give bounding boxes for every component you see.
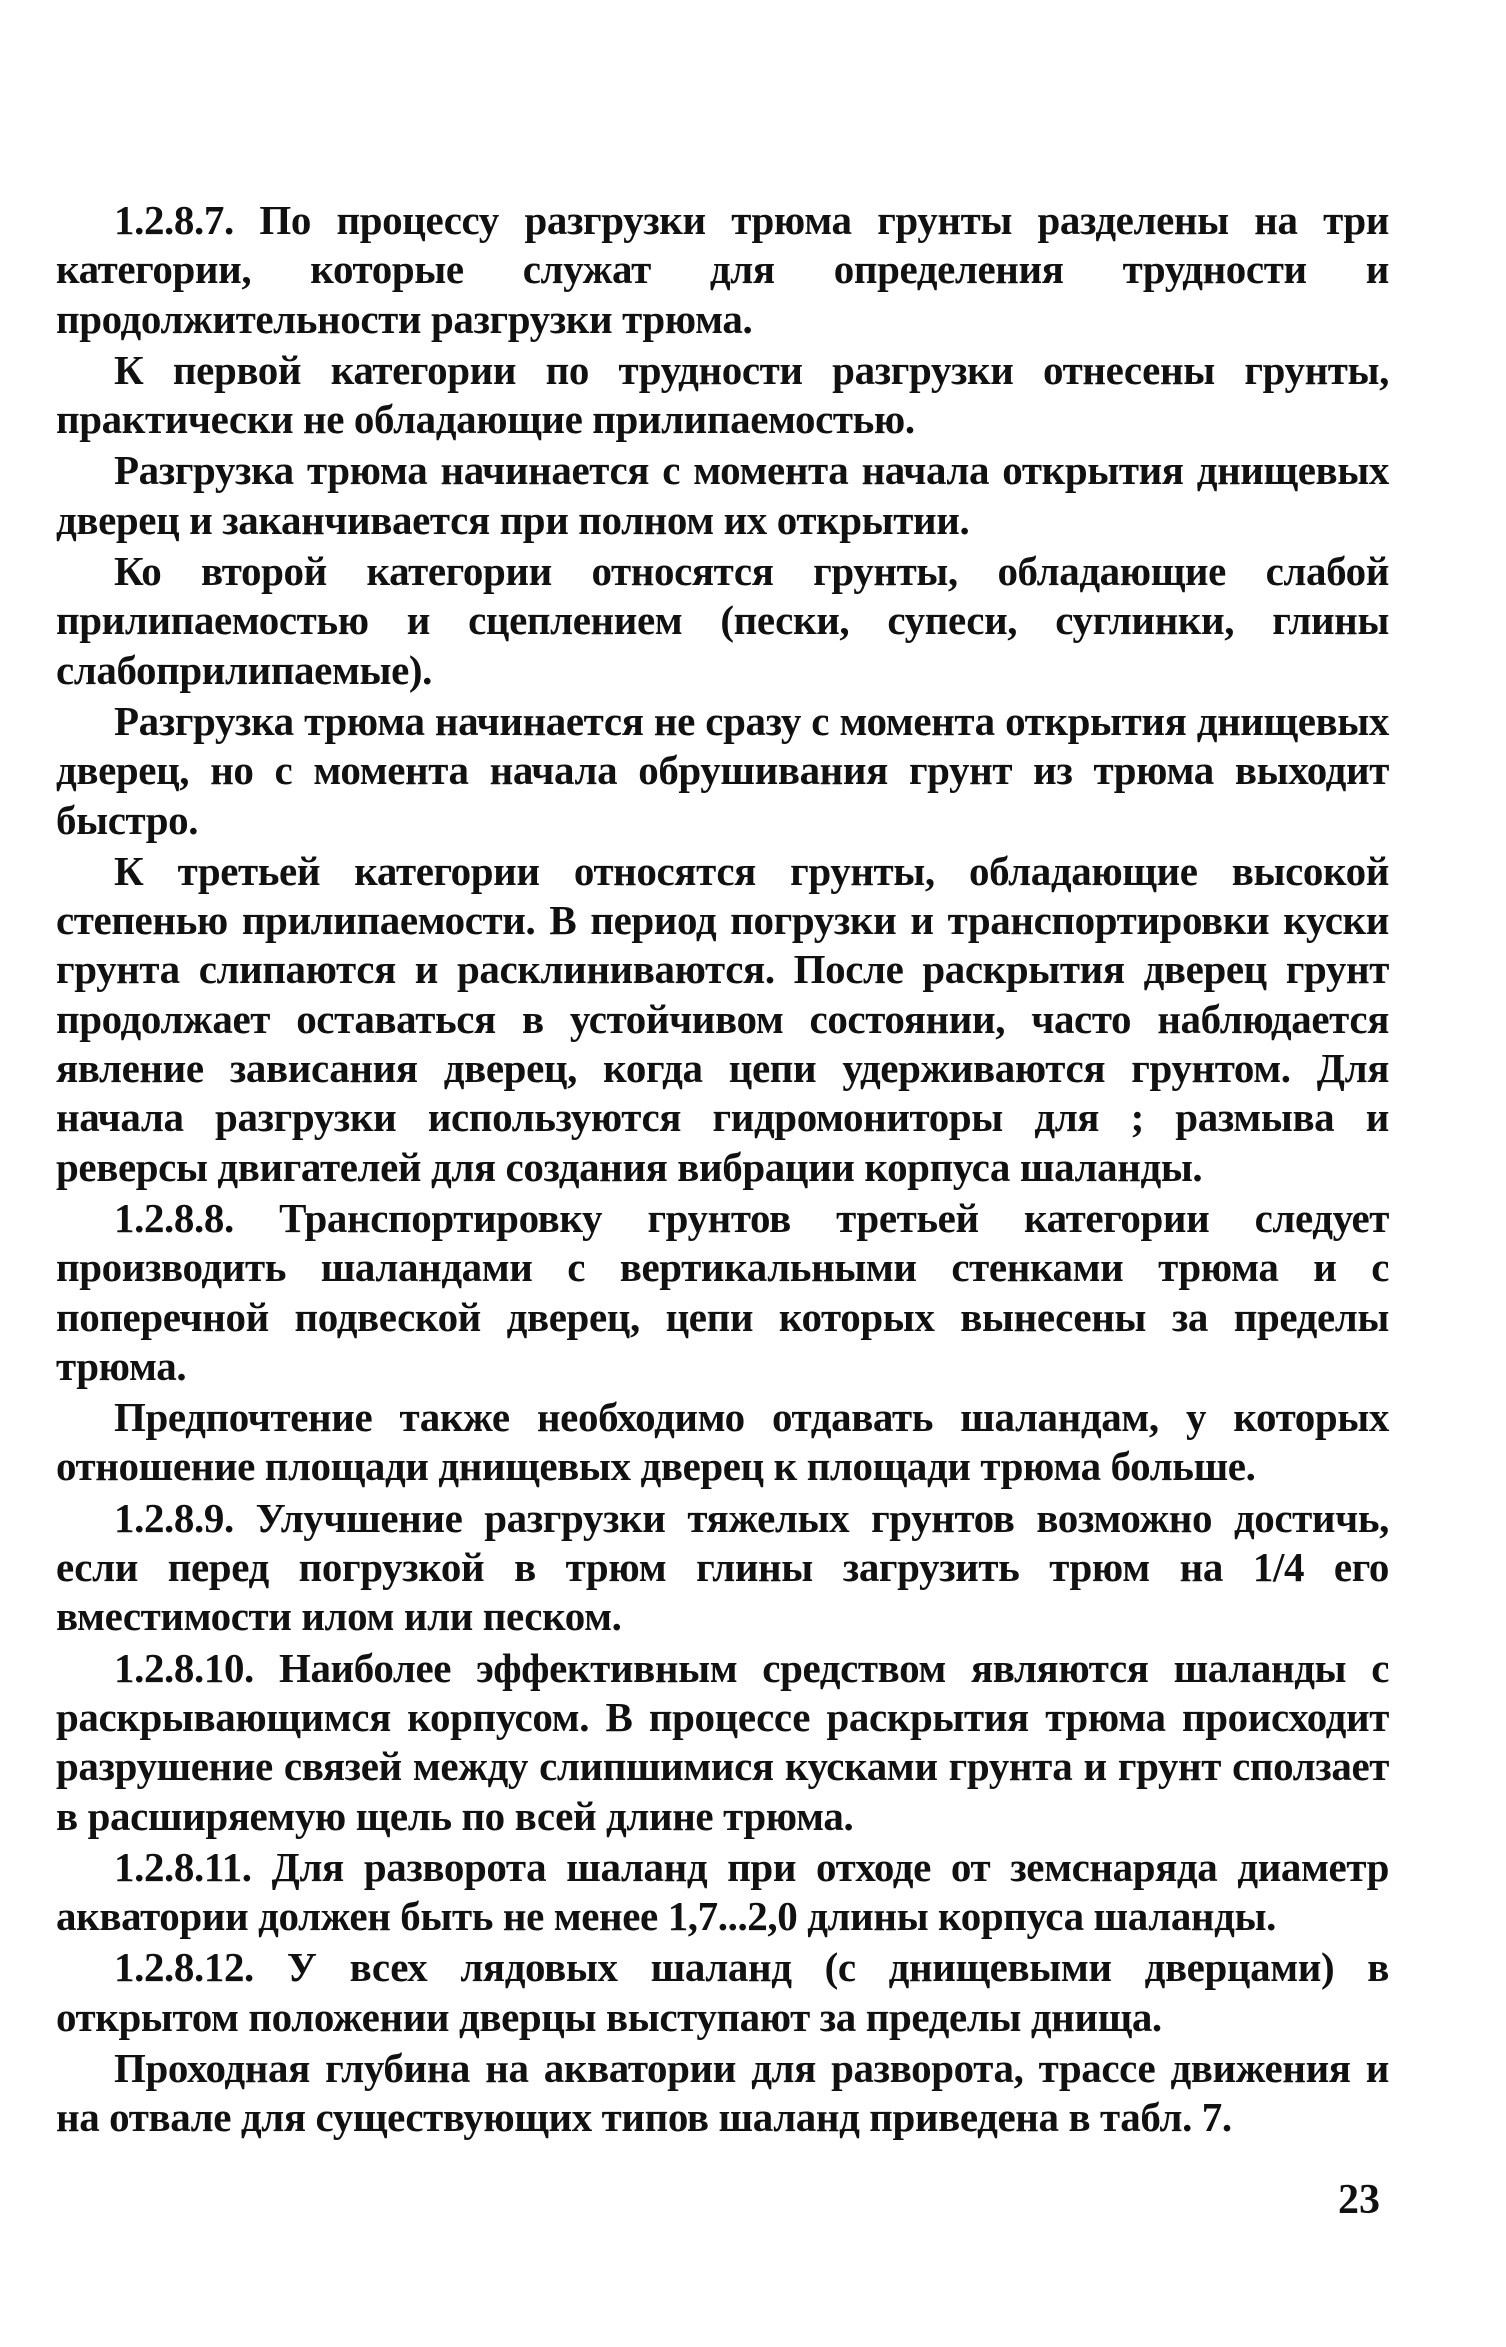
paragraph-1-2-8-7: 1.2.8.7. По процессу разгрузки трюма грунты разделены на три категории, которые служат для определения трудности и продолжительности разгрузки трюма.: [56, 197, 1389, 342]
paragraph-second-category: Ко второй категории относятся грунты, обладающие слабой прилипаемостью и сцеплением (пески, супеси, суглинки, глины слабоприлипаемые).: [56, 548, 1389, 693]
paragraph-1-2-8-11: 1.2.8.11. Для разворота шаланд при отходе от земснаряда диаметр акватории должен быть не менее 1,7...2,0 длины корпуса шаланды.: [56, 1843, 1389, 1940]
paragraph-1-2-8-8: 1.2.8.8. Транспортировку грунтов третьей категории следует производить шаландами с вертикальными стенками трюма и с поперечной подвеской дверец, цепи которых вынесены за пределы трюма.: [56, 1194, 1389, 1389]
paragraph-1-2-8-10: 1.2.8.10. Наиболее эффективным средством являются шаланды с раскрывающимся корпусом. В процессе раскрытия трюма происходит разрушение связей между слипшимися кусками грунта и грунт сползает в расширяемую щель по всей длине трюма.: [56, 1644, 1389, 1839]
paragraph-preference: Предпочтение также необходимо отдавать шаландам, у которых отношение площади днищевых дверец к площади трюма больше.: [56, 1394, 1389, 1490]
paragraph-second-category-unloading: Разгрузка трюма начинается не сразу с момента открытия днищевых дверец, но с момента начала обрушивания грунт из трюма выходит быстро.: [56, 697, 1389, 843]
paragraph-third-category: К третьей категории относятся грунты, обладающие высокой степенью прилипаемости. В период погрузки и транспортировки куски грунта слипаются и расклиниваются. После раскрытия дверец грунт продолжает оставаться в устойчивом состоянии, часто наблюдается явление зависания дверец, когда цепи удерживаются грунтом. Для начала разгрузки используются гидромониторы для ; размыва и реверсы двигателей для создания вибрации корпуса шаланды.: [56, 847, 1389, 1190]
paragraph-1-2-8-12: 1.2.8.12. У всех лядовых шаланд (с днищевыми дверцами) в открытом положении дверцы выступают за пределы днища.: [56, 1944, 1389, 2040]
paragraph-1-2-8-9: 1.2.8.9. Улучшение разгрузки тяжелых грунтов возможно достичь, если перед погрузкой в трюм глины загрузить трюм на 1/4 его вместимости илом или песком.: [56, 1494, 1389, 1640]
page-number: 23: [1338, 2177, 1380, 2223]
paragraph-passing-depth: Проходная глубина на акватории для разворота, трассе движения и на отвале для существующих типов шаланд приведена в табл. 7.: [56, 2044, 1389, 2141]
paragraph-first-category: К первой категории по трудности разгрузки отнесены грунты, практически не обладающие прилипаемостью.: [56, 346, 1389, 443]
body-text: [56, 196, 1389, 2143]
paragraph-first-category-unloading: Разгрузка трюма начинается с момента начала открытия днищевых дверец и заканчивается при полном их открытии.: [56, 447, 1389, 543]
